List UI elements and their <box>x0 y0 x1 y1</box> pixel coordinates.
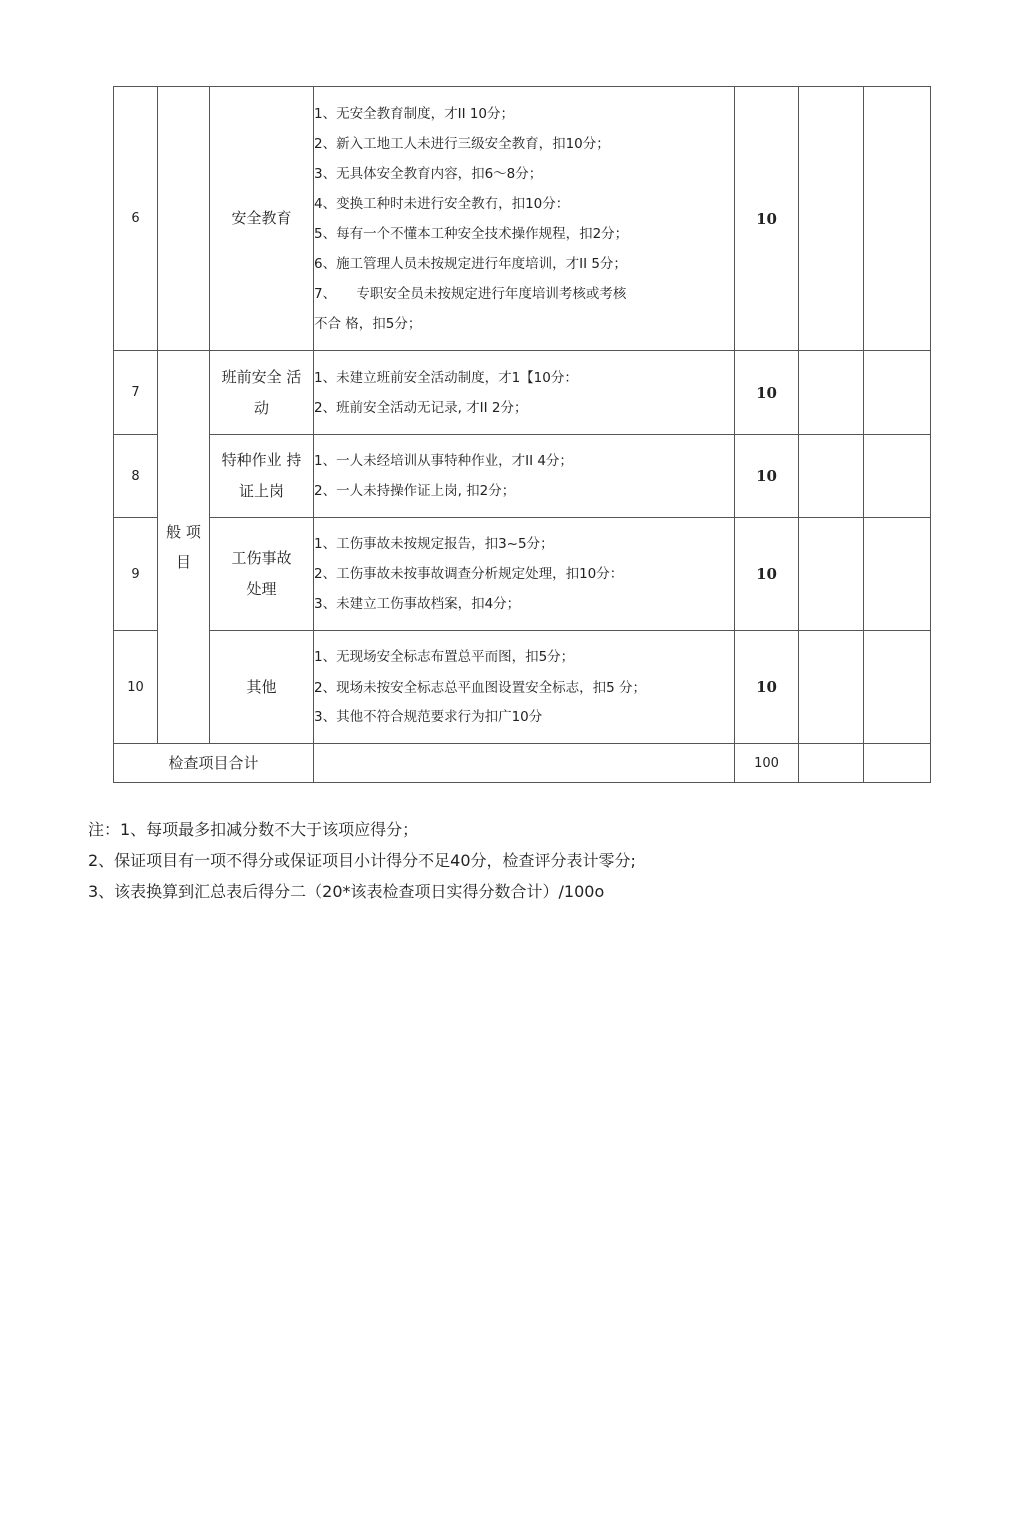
row-number: 8 <box>114 435 158 518</box>
rule-line: 6、施工管理人员未按规定进行年度培训，才II 5分； <box>314 255 627 272</box>
note-line: 2、保证项目有一项不得分或保证项目小计得分不足40分，检查评分表计零分; <box>88 851 636 870</box>
category-line: 目 <box>175 553 191 571</box>
table-row <box>114 435 931 518</box>
item-name: 安全教育 <box>210 87 314 351</box>
total-score: 100 <box>735 744 799 783</box>
deducted-cell <box>799 631 864 744</box>
rule-line: 7、 专职安全员未按规定进行年度培训考核或考核 <box>314 285 627 302</box>
rule-line: 不合 格，扣5分； <box>314 315 422 332</box>
item-name <box>210 435 314 518</box>
score-cell: 10 <box>735 631 799 744</box>
rule-line: 1、无现场安全标志布置总平而图，扣5分； <box>314 649 575 665</box>
table-row <box>114 518 931 631</box>
total-actual-cell <box>864 744 931 783</box>
rule-line: 3、其他不符合规范要求行为扣广10分 <box>314 709 543 725</box>
rule-line: 2、班前安全活动无记录, 才II 2分； <box>314 399 528 416</box>
row-number: 9 <box>114 518 158 631</box>
item-name-line: 动 <box>253 398 269 417</box>
general-category-cell <box>158 351 210 744</box>
score-cell: 10 <box>735 435 799 518</box>
row-number: 6 <box>114 87 158 351</box>
rule-line: 2、工伤事故未按事故调查分析规定处理，扣10分： <box>314 566 624 582</box>
item-name-line: 证上岗 <box>238 482 284 500</box>
total-row <box>114 744 931 783</box>
item-name-line: 处理 <box>246 580 277 598</box>
actual-score-cell <box>864 631 931 744</box>
rule-line: 2、现场未按安全标志总平血图设置安全标志，扣5 分； <box>314 680 646 696</box>
deduction-rules <box>314 351 735 435</box>
rule-line: 5、每有一个不懂本工种安全技术操作规程，扣2分； <box>314 225 629 242</box>
category-line: 般 项 <box>166 523 201 541</box>
actual-score-cell <box>864 351 931 435</box>
item-name: 其他 <box>210 631 314 744</box>
deducted-cell <box>799 435 864 518</box>
deducted-cell <box>799 87 864 351</box>
notes <box>88 814 636 907</box>
rule-line: 1、无安全教育制度，才II 10分； <box>314 105 515 122</box>
rule-line: 2、新入工地工人未进行三级安全教育，扣10分； <box>314 135 610 152</box>
category-cell <box>158 87 210 351</box>
deduction-rules <box>314 518 735 631</box>
item-name-line: 工伤事故 <box>231 549 292 567</box>
score-cell: 10 <box>735 351 799 435</box>
item-name-line: 特种作业 持 <box>221 451 302 469</box>
item-name <box>210 518 314 631</box>
actual-score-cell <box>864 435 931 518</box>
deducted-cell <box>799 518 864 631</box>
table-row <box>114 87 931 351</box>
deducted-cell <box>799 351 864 435</box>
actual-score-cell <box>864 518 931 631</box>
table-row <box>114 631 931 744</box>
score-cell: 10 <box>735 87 799 351</box>
deduction-rules <box>314 87 735 351</box>
deduction-rules <box>314 631 735 744</box>
inspection-score-table <box>113 86 931 783</box>
deduction-rules <box>314 435 735 518</box>
note-line: 注：1、每项最多扣减分数不大于该项应得分； <box>88 820 419 839</box>
table-row <box>114 351 931 435</box>
item-name <box>210 351 314 435</box>
rule-line: 1、一人未经培训从事特种作业，才II 4分； <box>314 453 573 469</box>
row-number: 10 <box>114 631 158 744</box>
item-name-line: 班前安全 活 <box>221 367 302 386</box>
total-label: 检查项目合计 <box>114 744 314 783</box>
actual-score-cell <box>864 87 931 351</box>
note-line: 3、该表换算到汇总表后得分二（20*该表检查项日实得分数合计）/100o <box>88 882 605 901</box>
rule-line: 3、无具体安全教育内容，扣6〜8分； <box>314 165 543 182</box>
rule-line: 1、工伤事故未按规定报告，扣3~5分； <box>314 536 554 552</box>
rule-line: 3、未建立工伤事故档案，扣4分； <box>314 596 521 612</box>
rule-line: 1、未建立班前安全活动制度，才1【10分： <box>314 369 578 386</box>
rule-line: 2、一人未持操作证上岗, 扣2分； <box>314 483 516 499</box>
total-deducted-cell <box>799 744 864 783</box>
score-cell: 10 <box>735 518 799 631</box>
rule-line: 4、变换工种时未进行安全教冇，扣10分： <box>314 195 570 212</box>
row-number: 7 <box>114 351 158 435</box>
total-rules-cell <box>314 744 735 783</box>
